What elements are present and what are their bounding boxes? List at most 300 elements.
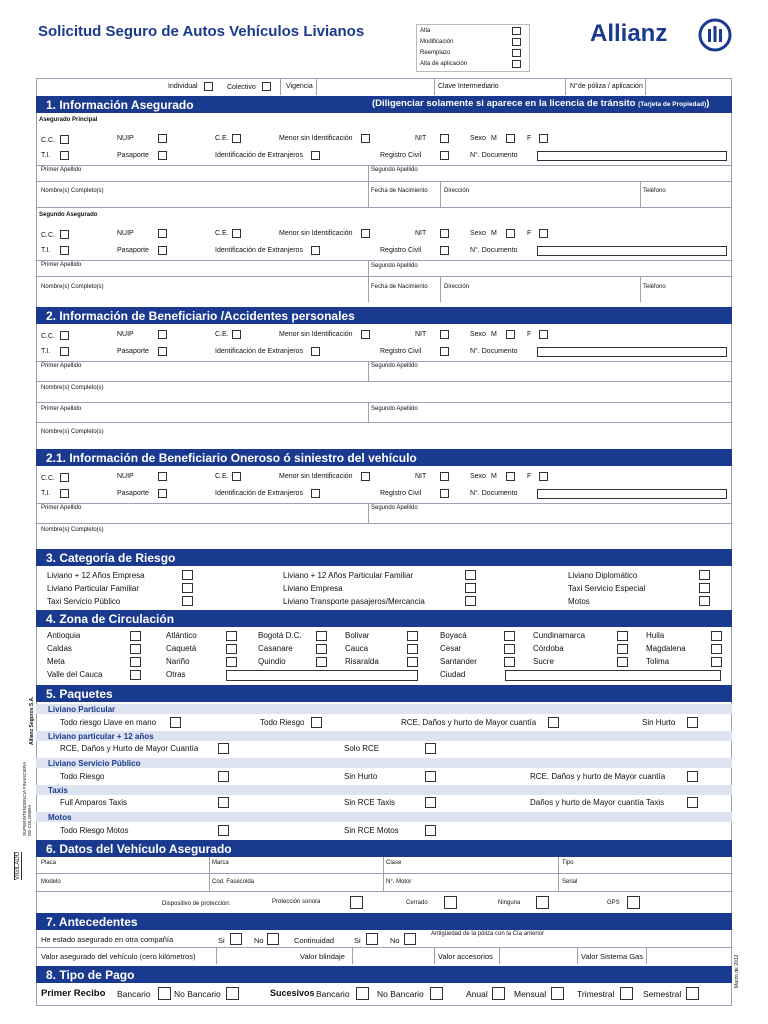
zona-item: Cauca [345,644,369,653]
zona-otras-label: Otras [166,670,186,679]
zona-checkbox[interactable] [130,657,141,667]
otra-compania-label: He estado asegurado en otra compañía [41,935,174,944]
ce-checkbox[interactable] [232,229,241,238]
ti-checkbox[interactable] [60,151,69,160]
primer-recibo-label: Primer Recibo [41,988,106,999]
sexo-label: Sexo [470,230,486,237]
zona-item: Risaralda [345,657,379,666]
riesgo-item: Liviano Transporte pasajeros/Mercancia [283,597,425,606]
sucesivos-bancario-checkbox[interactable] [356,987,369,1000]
telefono-label: Teléfono [643,284,666,290]
section-7-header [36,913,732,930]
tipo-label: Tipo [562,860,574,866]
ti-label: T.I. [41,348,51,355]
paquete-group-header: Liviano Particular [36,704,732,714]
proteccion-sonora-label: Protección sonora [272,899,321,905]
section-8-header [36,966,732,983]
nit-checkbox[interactable] [440,229,449,238]
primer-apellido-label: Primer Apellido [41,262,82,268]
superintendencia-mark: SUPERINTENDENCIA FINANCIERA DE COLOMBIA [22,761,32,836]
pasaporte-label: Pasaporte [117,152,149,159]
continuidad-si-label: Si [354,936,361,945]
ops-box [416,24,530,72]
paquete-item: Sin Hurto [344,772,378,781]
paquete-group-header: Liviano Servicio Público [36,758,732,768]
riesgo-checkbox[interactable] [182,596,193,606]
section-6-title: 6. Datos del Vehículo Asegurado [46,842,232,856]
riesgo-item: Liviano Empresa [283,584,343,593]
direccion-label: Dirección [444,284,470,290]
nit-label: NIT [415,331,427,338]
menor-label: Menor sin Identificación [279,135,353,142]
section-1-header [36,96,732,113]
nombre-completo-label: Nombre(s) Completo(s) [41,429,104,435]
op-reemplazo-label: Reemplazo [420,50,451,56]
dispositivo-label: Dispositivo de protección: [162,901,231,907]
serial-label: Serial [562,879,578,885]
clave-intermediario-label: Clave Intermediario [438,83,499,90]
registro-civil-label: Registro Civil [380,247,422,254]
zona-checkbox[interactable] [504,631,515,641]
sexo-m-label: M [491,230,497,237]
zona-item: Nariño [166,657,190,666]
zona-item: Córdoba [533,644,564,653]
op-alta-label: Alta [420,28,431,34]
paquete-item: Sin Hurto [642,718,676,727]
otra-si-checkbox[interactable] [230,933,242,945]
zona-checkbox[interactable] [711,644,722,654]
ti-checkbox[interactable] [60,489,69,498]
paquete-checkbox[interactable] [687,717,698,728]
gps-label: GPS [607,900,620,906]
numero-documento-label: N°. Documento [470,152,518,159]
paquete-checkbox[interactable] [311,717,322,728]
cc-label: C.C. [41,232,55,239]
riesgo-item: Taxi Servicio Especial [568,584,646,593]
zona-item: Caldas [47,644,72,653]
sexo-m-checkbox[interactable] [506,229,515,238]
primer-bancario-label: Bancario [117,989,151,999]
ti-checkbox[interactable] [60,347,69,356]
section-4-title: 4. Zona de Circulación [46,612,175,626]
allianz-logo-icon [697,17,733,53]
anual-label: Anual [466,989,488,999]
menor-checkbox[interactable] [361,472,370,481]
zona-item: Santander [440,657,477,666]
zona-item: Boyacá [440,631,467,640]
cerrado-checkbox[interactable] [444,896,457,909]
zona-checkbox[interactable] [130,644,141,654]
zona-checkbox[interactable] [407,657,418,667]
cc-label: C.C. [41,137,55,144]
semestral-checkbox[interactable] [686,987,699,1000]
vigencia-label: Vigencia [286,83,313,90]
nit-label: NIT [415,473,427,480]
cc-checkbox[interactable] [60,230,69,239]
zona-otras-field[interactable] [226,670,418,681]
registro-civil-checkbox[interactable] [440,246,449,255]
riesgo-checkbox[interactable] [699,583,710,593]
zona-checkbox[interactable] [130,670,141,680]
registro-civil-checkbox[interactable] [440,489,449,498]
extranjeros-label: Identificación de Extranjeros [215,490,303,497]
cc-label: C.C. [41,475,55,482]
ce-checkbox[interactable] [232,330,241,339]
zona-checkbox[interactable] [617,631,628,641]
telefono-label: Teléfono [643,188,666,194]
pasaporte-checkbox[interactable] [158,151,167,160]
pasaporte-checkbox[interactable] [158,347,167,356]
zona-item: Tolima [646,657,670,666]
numero-documento-label: N°. Documento [470,247,518,254]
riesgo-checkbox[interactable] [465,570,476,580]
numero-poliza-label: N°de póliza / aplicación [570,83,643,90]
paquete-item: Todo Riesgo [260,718,305,727]
ce-checkbox[interactable] [232,472,241,481]
sexo-label: Sexo [470,473,486,480]
nuip-checkbox[interactable] [158,330,167,339]
ti-label: T.I. [41,247,51,254]
paquete-checkbox[interactable] [687,771,698,782]
zona-checkbox[interactable] [407,644,418,654]
sexo-f-label: F [527,230,532,237]
paquete-item: RCE, Daños y hurto de Mayor cuantía [530,772,666,781]
section-7-title: 7. Antecedentes [46,915,138,929]
sexo-m-label: M [491,135,497,142]
mensual-checkbox[interactable] [551,987,564,1000]
zona-checkbox[interactable] [711,657,722,667]
ce-checkbox[interactable] [232,134,241,143]
primer-bancario-checkbox[interactable] [158,987,171,1000]
cc-checkbox[interactable] [60,473,69,482]
pasaporte-checkbox[interactable] [158,246,167,255]
pasaporte-label: Pasaporte [117,490,149,497]
segundo-apellido-label: Segundo Apellido [371,406,418,412]
paquete-checkbox[interactable] [218,743,229,754]
zona-item: Atlántico [166,631,197,640]
section-5-header [36,685,732,702]
ninguna-checkbox[interactable] [536,896,549,909]
riesgo-checkbox[interactable] [465,583,476,593]
zona-item: Antioquia [47,631,81,640]
menor-label: Menor sin Identificación [279,473,353,480]
modelo-label: Modelo [41,879,61,885]
cc-checkbox[interactable] [60,331,69,340]
zona-checkbox[interactable] [130,631,141,641]
riesgo-item: Liviano + 12 Años Empresa [47,571,145,580]
paquete-item: Sin RCE Motos [344,826,399,835]
primer-nobancario-label: No Bancario [174,989,221,999]
motor-label: N°. Motor [386,879,412,885]
antiguedad-label: Antigüedad de la póliza con la Cía anterior [431,931,545,937]
numero-documento-field[interactable] [537,489,727,499]
sexo-f-checkbox[interactable] [539,472,548,481]
individual-checkbox[interactable] [204,82,213,91]
extranjeros-checkbox[interactable] [311,347,320,356]
form-date: Marzo de 2012 [734,954,740,988]
fecha-nacimiento-label: Fecha de Nacimiento [371,284,428,290]
individual-label: Individual [168,83,198,90]
continuidad-si-checkbox[interactable] [366,933,378,945]
zona-checkbox[interactable] [316,644,327,654]
menor-checkbox[interactable] [361,330,370,339]
sexo-label: Sexo [470,135,486,142]
zona-item: Caquetá [166,644,197,653]
ce-label: C.E. [215,230,229,237]
nuip-checkbox[interactable] [158,134,167,143]
section-6-header [36,840,732,857]
menor-label: Menor sin Identificación [279,331,353,338]
riesgo-item: Motos [568,597,590,606]
paquete-group-header: Liviano particular + 12 años [36,731,732,741]
paquete-item: Solo RCE [344,744,380,753]
continuidad-no-label: No [390,936,400,945]
zona-item: Cesar [440,644,462,653]
asegurado-principal-label: Asegurado Principal [39,117,98,123]
clase-label: Clase [386,860,402,866]
paquete-item: RCE, Daños y Hurto de Mayor Cuantía [60,744,199,753]
company-mark: Allianz Seguros S.A. [29,696,35,745]
nuip-label: NUIP [117,230,134,237]
paquete-item: Todo riesgo Llave en mano [60,718,157,727]
cerrado-label: Cerrado [406,900,428,906]
nombre-completo-label: Nombre(s) Completo(s) [41,527,104,533]
registro-civil-checkbox[interactable] [440,151,449,160]
anual-checkbox[interactable] [492,987,505,1000]
zona-checkbox[interactable] [711,631,722,641]
riesgo-checkbox[interactable] [699,570,710,580]
sucesivos-bancario-label: Bancario [316,989,350,999]
section-2-header [36,307,732,324]
ce-label: C.E. [215,473,229,480]
valor-gas-label: Valor Sistema Gas [581,952,643,961]
zona-checkbox[interactable] [504,644,515,654]
proteccion-sonora-checkbox[interactable] [350,896,363,909]
sexo-m-label: M [491,473,497,480]
ti-checkbox[interactable] [60,246,69,255]
continuidad-label: Continuidad [294,936,335,945]
riesgo-checkbox[interactable] [465,596,476,606]
direccion-label: Dirección [444,188,470,194]
section-3-header [36,549,732,566]
pasaporte-label: Pasaporte [117,247,149,254]
semestral-label: Semestral [643,989,682,999]
zona-item: Huila [646,631,665,640]
nombre-completo-label: Nombre(s) Completo(s) [41,284,104,290]
menor-label: Menor sin Identificación [279,230,353,237]
zona-item: Bolivar [345,631,370,640]
menor-checkbox[interactable] [361,229,370,238]
sucesivos-label: Sucesivos [270,988,315,998]
paquete-checkbox[interactable] [425,743,436,754]
segundo-apellido-label: Segundo Apellido [371,505,418,511]
placa-label: Placa [41,860,57,866]
paquete-item: RCE, Daños y hurto de Mayor cuantía [401,718,537,727]
sucesivos-nobancario-label: No Bancario [377,989,424,999]
fecha-nacimiento-label: Fecha de Nacimiento [371,188,428,194]
section-4-header [36,610,732,627]
paquete-group-header: Motos [36,812,732,822]
extranjeros-label: Identificación de Extranjeros [215,152,303,159]
ciudad-label: Ciudad [440,670,466,679]
sexo-f-label: F [527,473,532,480]
paquete-item: Sin RCE Taxis [344,798,395,807]
riesgo-item: Taxi Servicio Público [47,597,121,606]
gps-checkbox[interactable] [627,896,640,909]
sexo-f-label: F [527,135,532,142]
extranjeros-label: Identificación de Extranjeros [215,348,303,355]
trimestral-checkbox[interactable] [620,987,633,1000]
ti-label: T.I. [41,490,51,497]
riesgo-item: Liviano + 12 Años Particular Familiar [283,571,414,580]
paquete-item: Todo Riesgo Motos [60,826,129,835]
extranjeros-checkbox[interactable] [311,151,320,160]
op-alta-aplicacion-label: Alta de aplicación [420,61,468,67]
marca-label: Marca [212,860,229,866]
paquete-item: Daños y hurto de Mayor cuantía Taxis [530,798,665,807]
paquete-group-header: Taxis [36,785,732,795]
zona-checkbox[interactable] [504,657,515,667]
colectivo-label: Colectivo [227,84,256,91]
zona-checkbox[interactable] [226,644,237,654]
pasaporte-label: Pasaporte [117,348,149,355]
section-2-1-header [36,449,732,466]
registro-civil-checkbox[interactable] [440,347,449,356]
nuip-checkbox[interactable] [158,229,167,238]
nit-label: NIT [415,230,427,237]
extranjeros-checkbox[interactable] [311,246,320,255]
paquete-checkbox[interactable] [218,797,229,808]
zona-item: Bogotá D.C. [258,631,302,640]
zona-item: Quindio [258,657,286,666]
valor-accesorios-label: Valor accesorios [438,952,493,961]
paquete-checkbox[interactable] [425,797,436,808]
paquete-checkbox[interactable] [218,825,229,836]
sexo-m-checkbox[interactable] [506,330,515,339]
paquete-checkbox[interactable] [170,717,181,728]
section-2-1-title: 2.1. Información de Beneficiario Oneroso ó siniestro del vehículo [46,451,417,465]
registro-civil-label: Registro Civil [380,152,422,159]
numero-documento-field[interactable] [537,246,727,256]
otra-no-checkbox[interactable] [267,933,279,945]
sexo-label: Sexo [470,331,486,338]
nit-checkbox[interactable] [440,472,449,481]
numero-documento-field[interactable] [537,151,727,161]
section-2-title: 2. Información de Beneficiario /Accidentes personales [46,309,355,323]
paquete-checkbox[interactable] [218,771,229,782]
ce-label: C.E. [215,331,229,338]
segundo-apellido-label: Segundo Apellido [371,167,418,173]
mensual-label: Mensual [514,989,547,999]
zona-checkbox[interactable] [316,631,327,641]
sexo-f-checkbox[interactable] [539,229,548,238]
paquete-checkbox[interactable] [425,771,436,782]
sexo-m-label: M [491,331,497,338]
continuidad-no-checkbox[interactable] [404,933,416,945]
segundo-asegurado-label: Segundo Asegurado [39,212,98,218]
ciudad-field[interactable] [505,670,721,681]
fasecolda-label: Cod. Fasecolda [212,879,255,885]
nuip-label: NUIP [117,473,134,480]
nuip-label: NUIP [117,135,134,142]
riesgo-item: Liviano Diplomático [568,571,638,580]
primer-apellido-label: Primer Apellido [41,406,82,412]
zona-checkbox[interactable] [316,657,327,667]
paquete-checkbox[interactable] [687,797,698,808]
sexo-m-checkbox[interactable] [506,472,515,481]
numero-documento-field[interactable] [537,347,727,357]
nuip-checkbox[interactable] [158,472,167,481]
zona-item: Casanare [258,644,293,653]
nombre-completo-label: Nombre(s) Completo(s) [41,385,104,391]
section-1-note: (Diligenciar solamente si aparece en la licencia de tránsito (Tarjeta de Propiedad)) [372,98,710,109]
valor-asegurado-label: Valor asegurado del vehículo (cero kilómetros) [41,952,196,961]
valor-blindaje-label: Valor blindaje [300,952,345,961]
nit-checkbox[interactable] [440,134,449,143]
sucesivos-nobancario-checkbox[interactable] [430,987,443,1000]
primer-apellido-label: Primer Apellido [41,505,82,511]
zona-item: Meta [47,657,65,666]
sexo-f-label: F [527,331,532,338]
zona-item: Magdalena [646,644,686,653]
cc-label: C.C. [41,333,55,340]
segundo-apellido-label: Segundo Apellido [371,363,418,369]
colectivo-checkbox[interactable] [262,82,271,91]
menor-checkbox[interactable] [361,134,370,143]
op-modificacion-label: Modificación [420,39,454,45]
paquete-checkbox[interactable] [548,717,559,728]
vigilado-mark: VIGILADO [15,851,21,880]
pasaporte-checkbox[interactable] [158,489,167,498]
paquete-checkbox[interactable] [425,825,436,836]
otra-no-label: No [254,936,264,945]
trimestral-label: Trimestral [577,989,615,999]
form-border [36,78,732,1006]
riesgo-checkbox[interactable] [699,596,710,606]
riesgo-item: Liviano Particular Familiar [47,584,140,593]
form-title: Solicitud Seguro de Autos Vehículos Livianos [38,23,365,40]
riesgo-checkbox[interactable] [182,570,193,580]
ninguna-label: Ninguna [498,900,521,906]
nuip-label: NUIP [117,331,134,338]
zona-checkbox[interactable] [617,644,628,654]
nit-checkbox[interactable] [440,330,449,339]
otra-si-label: Si [218,936,225,945]
segundo-apellido-label: Segundo Apellido [371,263,418,269]
ce-label: C.E. [215,135,229,142]
zona-checkbox[interactable] [226,631,237,641]
extranjeros-checkbox[interactable] [311,489,320,498]
primer-nobancario-checkbox[interactable] [226,987,239,1000]
paquete-item: Todo Riesgo [60,772,105,781]
zona-checkbox[interactable] [617,657,628,667]
extranjeros-label: Identificación de Extranjeros [215,247,303,254]
zona-checkbox[interactable] [226,657,237,667]
section-3-title: 3. Categoría de Riesgo [46,551,176,565]
primer-apellido-label: Primer Apellido [41,363,82,369]
nit-label: NIT [415,135,427,142]
sexo-m-checkbox[interactable] [506,134,515,143]
sexo-f-checkbox[interactable] [539,330,548,339]
sexo-f-checkbox[interactable] [539,134,548,143]
ti-label: T.I. [41,152,51,159]
cc-checkbox[interactable] [60,135,69,144]
section-5-title: 5. Paquetes [46,687,113,701]
numero-documento-label: N°. Documento [470,490,518,497]
zona-item: Sucre [533,657,554,666]
riesgo-checkbox[interactable] [182,583,193,593]
zona-checkbox[interactable] [407,631,418,641]
